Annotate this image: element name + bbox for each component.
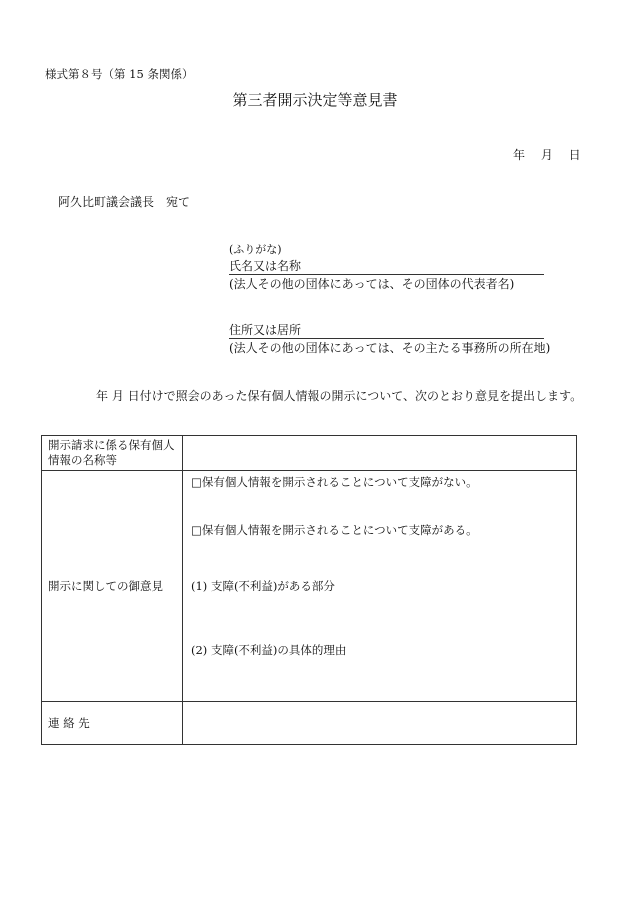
form-number: 様式第８号（第 15 条関係） <box>45 67 194 81</box>
contact-cell[interactable] <box>183 702 577 745</box>
name-field[interactable] <box>229 257 544 275</box>
item1-label: (1) 支障(不利益)がある部分 <box>191 579 335 593</box>
furigana-label: (ふりがな) <box>229 243 282 256</box>
info-name-label: 開示請求に係る保有個人情報の名称等 <box>42 436 183 471</box>
info-name-cell[interactable] <box>183 436 577 471</box>
option-issue-checkbox[interactable]: □保有個人情報を開示されることについて支障がある。 <box>191 523 478 537</box>
option-no-issue-checkbox[interactable]: □保有個人情報を開示されることについて支障がない。 <box>191 475 478 489</box>
opinion-label: 開示に関しての御意見 <box>42 471 183 702</box>
page-title: 第三者開示決定等意見書 <box>232 91 398 109</box>
addressee: 阿久比町議会議長 宛て <box>58 195 191 209</box>
address-note: (法人その他の団体にあっては、その主たる事務所の所在地) <box>229 341 551 355</box>
address-field[interactable] <box>229 321 544 339</box>
opinion-table <box>41 435 577 745</box>
contact-label: 連 絡 先 <box>42 702 183 745</box>
statement-text: 年 月 日付けで照会のあった保有個人情報の開示について、次のとおり意見を提出します。 <box>96 389 583 403</box>
opinion-cell[interactable] <box>183 471 577 702</box>
item2-label: (2) 支障(不利益)の具体的理由 <box>191 643 347 657</box>
name-label: 氏名又は名称 <box>229 259 302 273</box>
address-label: 住所又は居所 <box>229 323 302 337</box>
date-line: 年 月 日 <box>513 148 581 162</box>
name-note: (法人その他の団体にあっては、その団体の代表者名) <box>229 277 515 291</box>
